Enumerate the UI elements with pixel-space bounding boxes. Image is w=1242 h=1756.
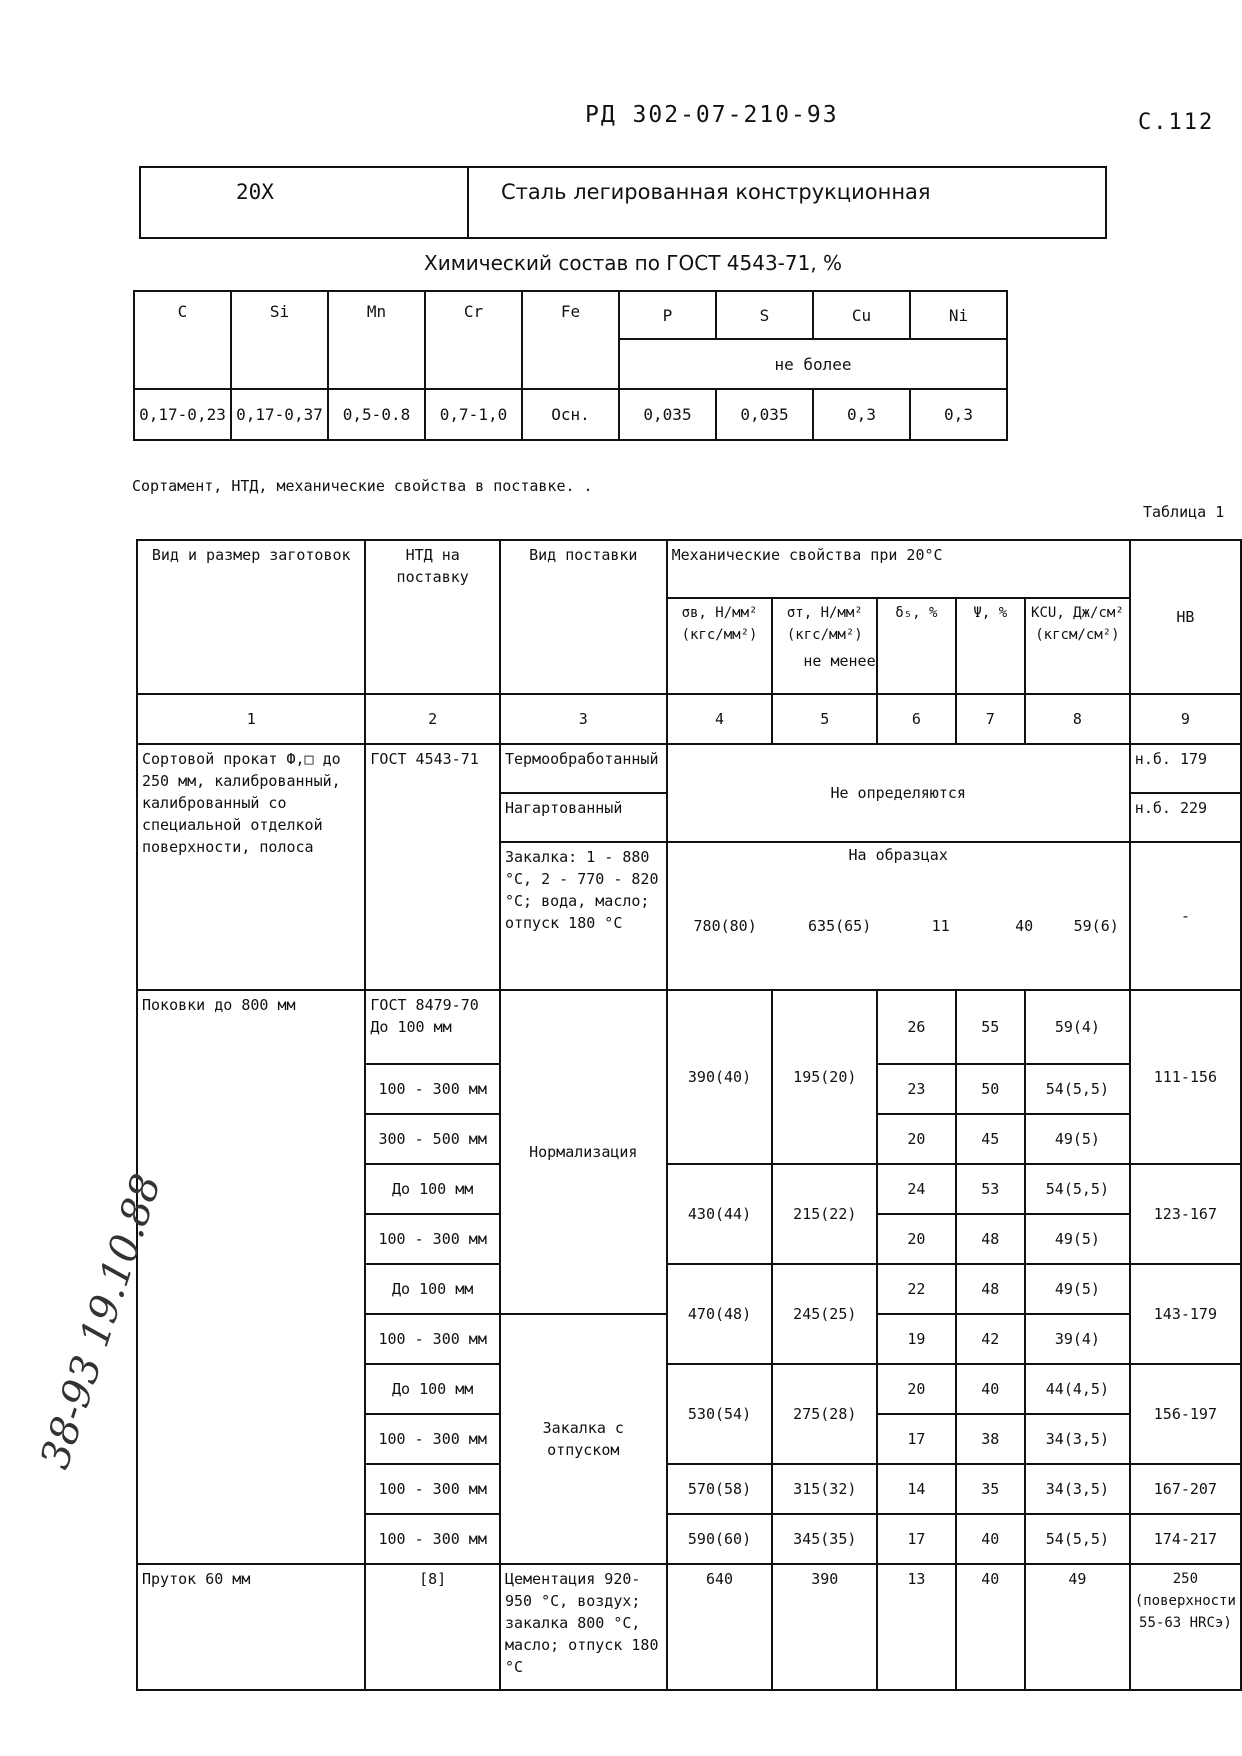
col-num: 1	[137, 694, 365, 744]
g6-sb: 590(60)	[667, 1514, 773, 1564]
steel-description: Сталь легированная конструкционная	[501, 180, 931, 204]
r1-st: 635(65)	[808, 917, 872, 935]
r2-psi: 53	[956, 1164, 1025, 1214]
r3-st: 390	[772, 1564, 877, 1690]
head-psi: Ψ, %	[956, 598, 1025, 694]
chem-value: 0,17-0,37	[231, 389, 328, 440]
chem-head-cu: Cu	[813, 291, 910, 339]
title-block	[139, 166, 1107, 239]
chem-head-fe: Fe	[522, 291, 619, 389]
title-divider	[467, 168, 469, 237]
head-mech: Механические свойства при 20°С	[667, 540, 1130, 598]
r1-supply-quench: Закалка: 1 - 880 °С, 2 - 770 - 820 °С; вода, масло; отпуск 180 °С	[500, 842, 667, 990]
r1-d5: 11	[931, 917, 950, 935]
r1-hb2: н.б. 229	[1130, 793, 1241, 842]
g4-st: 275(28)	[772, 1364, 877, 1464]
r2-psi: 48	[956, 1214, 1025, 1264]
r2-kcu: 54(5,5)	[1025, 1064, 1130, 1114]
g3-sb: 470(48)	[667, 1264, 773, 1364]
g1-st: 195(20)	[772, 990, 877, 1164]
r2-d5: 17	[877, 1514, 955, 1564]
r2-d5: 17	[877, 1414, 955, 1464]
g6-st: 345(35)	[772, 1514, 877, 1564]
chem-value: 0,5-0.8	[328, 389, 425, 440]
r2-ntd: 100 - 300 мм	[365, 1464, 500, 1514]
r1-not-determined: Не определяются	[667, 744, 1130, 842]
chem-value: 0,7-1,0	[425, 389, 522, 440]
r2-psi: 38	[956, 1414, 1025, 1464]
chem-head-p: P	[619, 291, 716, 339]
col-num: 3	[500, 694, 667, 744]
r2-psi: 42	[956, 1314, 1025, 1364]
r1-samples-block	[667, 842, 1130, 990]
r2-kcu: 34(3,5)	[1025, 1464, 1130, 1514]
col-num: 4	[667, 694, 773, 744]
r2-ntd: 100 - 300 мм	[365, 1514, 500, 1564]
chem-value: Осн.	[522, 389, 619, 440]
r2-kcu: 49(5)	[1025, 1264, 1130, 1314]
r1-hb3: -	[1130, 842, 1241, 990]
r2-kcu: 54(5,5)	[1025, 1164, 1130, 1214]
r2-kcu: 59(4)	[1025, 990, 1130, 1064]
r3-hb: 250 (поверхности 55-63 HRCэ)	[1130, 1564, 1241, 1690]
r3-kind: Пруток 60 мм	[137, 1564, 365, 1690]
chem-value: 0,3	[910, 389, 1007, 440]
head-ntd: НТД на поставку	[365, 540, 500, 694]
head-min: не менее	[803, 652, 876, 670]
r2-ntd: 100 - 300 мм	[365, 1414, 500, 1464]
r2-d5: 24	[877, 1164, 955, 1214]
chem-head-c: С	[134, 291, 231, 389]
r2-size: До 100 мм	[370, 1018, 452, 1036]
r2-d5: 23	[877, 1064, 955, 1114]
g2-st: 215(22)	[772, 1164, 877, 1264]
r2-quench-temper: Закалка с отпуском	[500, 1314, 667, 1564]
g2-sb: 430(44)	[667, 1164, 773, 1264]
head-kcu: КCU, Дж/см² (кгсм/см²)	[1025, 598, 1130, 694]
r2-d5: 19	[877, 1314, 955, 1364]
r2-ntd: 300 - 500 мм	[365, 1114, 500, 1164]
handwritten-margin-note: 38-93 19.10.88	[32, 1168, 171, 1475]
sortament-caption: Сортамент, НТД, механические свойства в поставке. .	[132, 477, 593, 495]
r2-ntd: До 100 мм	[365, 1164, 500, 1214]
g5-st: 315(32)	[772, 1464, 877, 1514]
chem-caption: Химический состав по ГОСТ 4543-71, %	[424, 251, 843, 275]
g4-hb: 156-197	[1130, 1364, 1241, 1464]
r1-ntd: ГОСТ 4543-71	[365, 744, 500, 990]
r1-samples: На образцах	[848, 846, 948, 864]
r3-kcu: 49	[1025, 1564, 1130, 1690]
r2-d5: 20	[877, 1214, 955, 1264]
col-num: 7	[956, 694, 1025, 744]
r2-psi: 40	[956, 1364, 1025, 1414]
r2-d5: 22	[877, 1264, 955, 1314]
r2-psi: 40	[956, 1514, 1025, 1564]
r2-d5: 20	[877, 1364, 955, 1414]
r2-psi: 55	[956, 990, 1025, 1064]
r1-kind: Сортовой прокат Ф,□ до 250 мм, калиброванный, калиброванный со специальной отделкой поверхности, полоса	[137, 744, 365, 990]
r2-kcu: 34(3,5)	[1025, 1414, 1130, 1464]
r3-sb: 640	[667, 1564, 773, 1690]
r1-kcu: 59(6)	[1073, 917, 1119, 935]
steel-grade: 20Х	[236, 180, 274, 204]
r1-psi: 40	[1015, 917, 1034, 935]
chem-table	[133, 290, 1008, 441]
chem-head-mn: Mn	[328, 291, 425, 389]
col-num: 9	[1130, 694, 1241, 744]
r3-supply: Цементация 920-950 °С, воздух; закалка 800 °С, масло; отпуск 180 °С	[500, 1564, 667, 1690]
g5-hb: 167-207	[1130, 1464, 1241, 1514]
r2-psi: 45	[956, 1114, 1025, 1164]
r2-psi: 35	[956, 1464, 1025, 1514]
head-kind: Вид и размер заготовок	[137, 540, 365, 694]
r2-psi: 50	[956, 1064, 1025, 1114]
col-num: 2	[365, 694, 500, 744]
chem-value: 0,035	[619, 389, 716, 440]
chem-value: 0,035	[716, 389, 813, 440]
r2-gost: ГОСТ 8479-70	[370, 996, 479, 1014]
document-code: РД 302-07-210-93	[585, 102, 839, 128]
g1-hb: 111-156	[1130, 990, 1241, 1164]
col-num: 6	[877, 694, 955, 744]
g3-st: 245(25)	[772, 1264, 877, 1364]
chem-head-si: Si	[231, 291, 328, 389]
r1-sb: 780(80)	[693, 917, 757, 935]
chem-value: 0,3	[813, 389, 910, 440]
col-num: 5	[772, 694, 877, 744]
r2-kcu: 49(5)	[1025, 1114, 1130, 1164]
r2-d5: 26	[877, 990, 955, 1064]
head-st: σт, Н/мм² (кгс/мм²)	[772, 598, 877, 694]
chem-head-s: S	[716, 291, 813, 339]
r1-supply-hard: Нагартованный	[500, 793, 667, 842]
r2-ntd: 100 - 300 мм	[365, 1064, 500, 1114]
col-num: 8	[1025, 694, 1130, 744]
r2-kcu: 54(5,5)	[1025, 1514, 1130, 1564]
r2-ntd: До 100 мм	[365, 1264, 500, 1314]
r2-kcu: 39(4)	[1025, 1314, 1130, 1364]
chem-value: 0,17-0,23	[134, 389, 231, 440]
r3-psi: 40	[956, 1564, 1025, 1690]
r2-kcu: 44(4,5)	[1025, 1364, 1130, 1414]
r2-ntd: 100 - 300 мм	[365, 1314, 500, 1364]
g2-hb: 123-167	[1130, 1164, 1241, 1264]
r1-hb1: н.б. 179	[1130, 744, 1241, 793]
r2-kind: Поковки до 800 мм	[137, 990, 365, 1564]
chem-head-ni: Ni	[910, 291, 1007, 339]
r2-d5: 14	[877, 1464, 955, 1514]
r2-ntd: До 100 мм	[365, 1364, 500, 1414]
page-number: С.112	[1138, 110, 1215, 135]
r2-d5: 20	[877, 1114, 955, 1164]
r2-kcu: 49(5)	[1025, 1214, 1130, 1264]
head-sb: σв, Н/мм² (кгс/мм²) не менее	[667, 598, 773, 694]
g3-hb: 143-179	[1130, 1264, 1241, 1364]
table-label: Таблица 1	[1143, 503, 1225, 521]
r1-supply-heat: Термообработанный	[500, 744, 667, 793]
r2-psi: 48	[956, 1264, 1025, 1314]
head-supply: Вид поставки	[500, 540, 667, 694]
r3-ntd: [8]	[365, 1564, 500, 1690]
r2-ntd-0	[365, 990, 500, 1064]
r3-d5: 13	[877, 1564, 955, 1690]
g1-sb: 390(40)	[667, 990, 773, 1164]
r2-normalization: Нормализация	[500, 990, 667, 1314]
g6-hb: 174-217	[1130, 1514, 1241, 1564]
mechanical-table	[136, 539, 1242, 1691]
r2-ntd: 100 - 300 мм	[365, 1214, 500, 1264]
head-hb: НВ	[1130, 540, 1241, 694]
head-d5: δ₅, %	[877, 598, 955, 694]
g5-sb: 570(58)	[667, 1464, 773, 1514]
chem-limit-note: не более	[619, 339, 1007, 389]
chem-head-cr: Cr	[425, 291, 522, 389]
g4-sb: 530(54)	[667, 1364, 773, 1464]
